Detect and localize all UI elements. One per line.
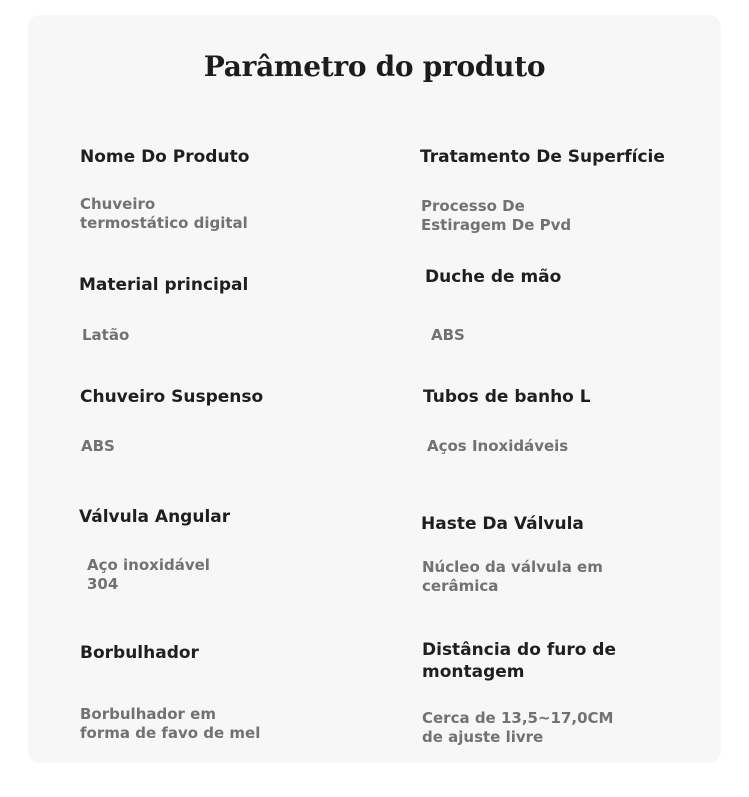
param-value-valve-stem: Núcleo da válvula em cerâmica [422,558,603,595]
param-value-angle-valve: Aço inoxidável 304 [87,556,210,593]
param-value-aerator: Borbulhador em forma de favo de mel [80,705,261,742]
param-label-overhead-shower: Chuveiro Suspenso [80,387,264,407]
param-value-product-name: Chuveiro termostático digital [80,195,248,232]
param-label-surface-treatment: Tratamento De Superfície [420,147,665,167]
param-label-angle-valve: Válvula Angular [79,507,231,527]
param-value-main-material: Latão [82,326,130,344]
param-value-hand-shower: ABS [431,326,465,344]
page-title: Parâmetro do produto [203,50,546,83]
param-label-product-name: Nome Do Produto [80,147,250,167]
param-label-hand-shower: Duche de mão [425,267,562,287]
param-value-surface-treatment: Processo De Estiragem De Pvd [421,197,572,234]
param-label-mounting-distance: Distância do furo de montagem [422,640,616,682]
param-value-mounting-distance: Cerca de 13,5~17,0CM de ajuste livre [422,709,614,746]
param-label-aerator: Borbulhador [80,643,199,663]
param-label-valve-stem: Haste Da Válvula [421,514,584,534]
param-label-main-material: Material principal [79,275,249,295]
param-value-overhead-shower: ABS [81,437,115,455]
param-label-bath-tubes: Tubos de banho L [423,387,591,407]
param-value-bath-tubes: Aços Inoxidáveis [427,437,569,455]
